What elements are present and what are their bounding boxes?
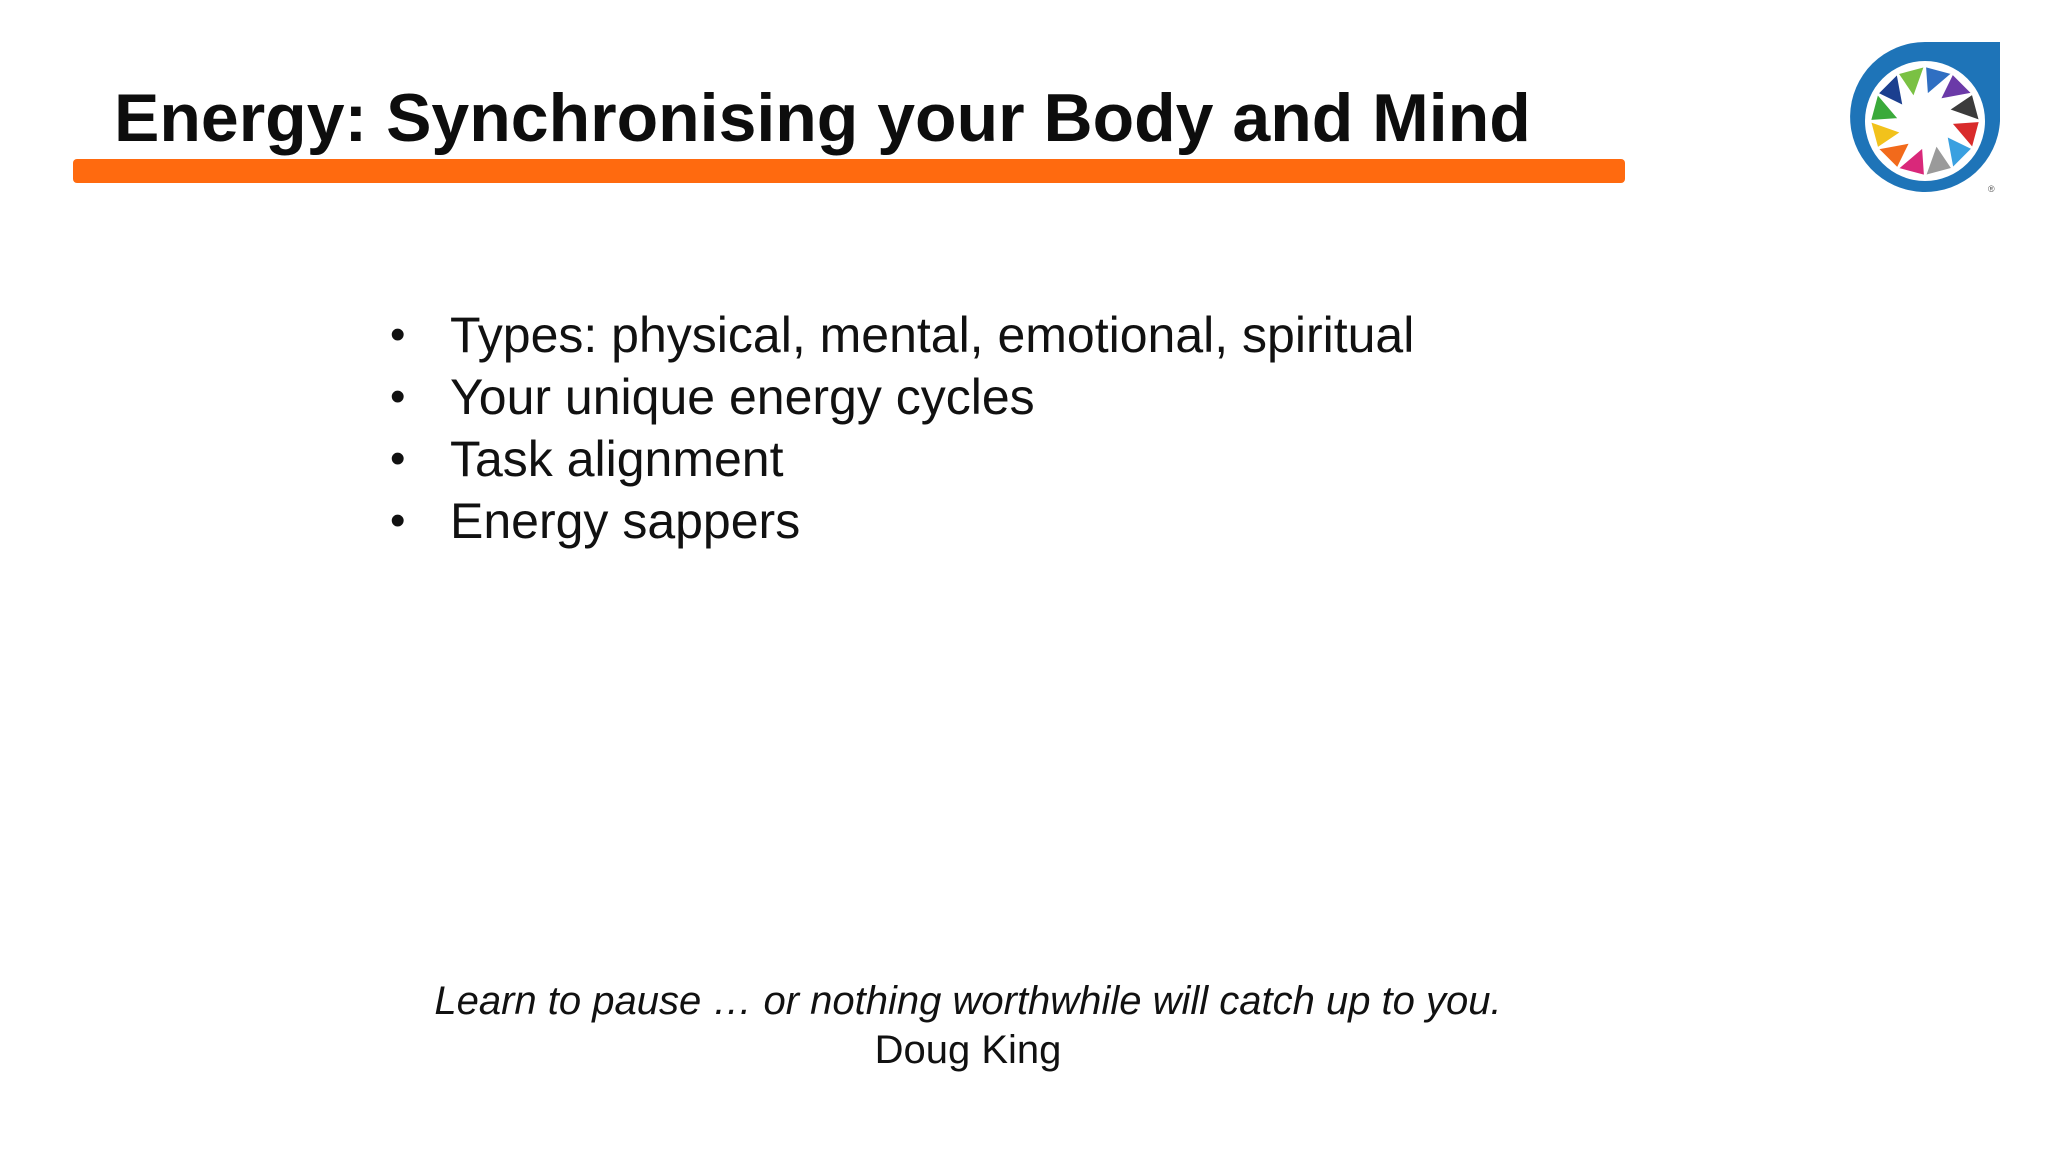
quote-author: Doug King [874,1028,1062,1072]
bullet-dot: • [390,310,406,359]
registered-mark: ® [1988,184,1995,194]
bullet-dot: • [390,434,406,483]
color-wheel-logo-icon [1842,38,2008,204]
bullet-text: Energy sappers [450,493,801,549]
bullet-text: Types: physical, mental, emotional, spiritual [450,307,1415,363]
list-item [390,490,1414,552]
list-item [390,366,1414,428]
list-item [390,304,1414,366]
bullet-dot: • [390,372,406,421]
bullet-text: Task alignment [450,431,784,487]
list-item [390,428,1414,490]
bullet-list [390,304,1414,552]
slide-title: Energy: Synchronising your Body and Mind [114,80,1531,156]
bullet-dot: • [390,496,406,545]
title-underline [73,159,1625,183]
quote-text: Learn to pause … or nothing worthwhile will catch up to you. [434,979,1502,1023]
bullet-text: Your unique energy cycles [450,369,1035,425]
